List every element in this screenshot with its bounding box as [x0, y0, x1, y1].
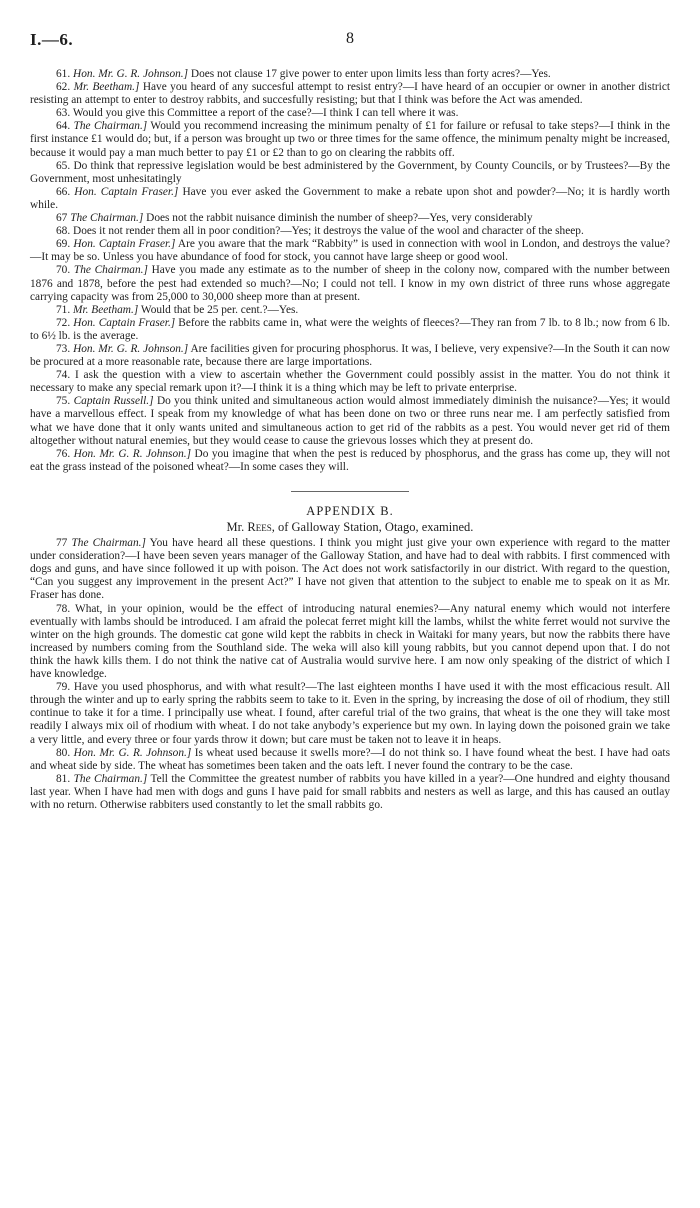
question-number: 69. [56, 238, 71, 251]
question-text: You have heard all these questions. I think you might just give your own experience with regard to the matter under consideration?—I have been seven years manager of the Galloway Station, and have had to deal with rabbits. I first commenced with dogs and guns, and have since followed it up with poison. The Act does not work satisfactorily in our district. With regard to the question, “Can you suggest any improvement in the present Act?” I have not given that attention to the subject to enable me to speak on it as Mr. Fraser has done. [30, 537, 670, 602]
question-paragraph [30, 107, 670, 120]
witness-name: Rees [247, 520, 272, 534]
question-text: Does not clause 17 give power to enter upon limits less than forty acres?—Yes. [190, 68, 551, 80]
question-number: 72. [56, 316, 71, 329]
appendix-witness-line [30, 521, 670, 534]
question-text: Tell the Committee the greatest number of rabbits you have killed in a year?—One hundred and eighty thousand last year. When I have had men with dogs and guns I have paid for small rabbits and nesters as well as large, and this has caused an outlay with no return. Otherwise rabbiters used constantly to let the small rabbits go. [30, 772, 670, 811]
witness-description: , of Galloway Station, Otago, examined. [271, 520, 474, 534]
question-text: Do you imagine that when the pest is reduced by phosphorus, and the grass has come up, they will not eat the grass instead of the poisoned wheat?—In some cases they will. [30, 447, 671, 473]
question-number: 63. [56, 107, 71, 120]
speaker-name: Hon. Captain Fraser.] [74, 185, 179, 198]
question-number: 81. [56, 772, 71, 785]
speaker-name: Hon. Captain Fraser.] [73, 238, 176, 251]
question-text: Do you think united and simultaneous action would almost immediately diminish the nuisance?—Yes; it would have a marvellous effect. I speak from my knowledge of what has been done on two or three runs near me. I am perfectly satisfied from what we have done that it only wants united and simultaneous action to get rid of the rabbits as a pest. You would never get rid of them altogether without natural enemies, but they would cease to cause the grievous losses which they at present do. [30, 395, 671, 447]
question-text: What, in your opinion, would be the effect of introducing natural enemies?—Any natural enemy which would not interfere eventually with lambs should be introduced. I am afraid the polecat ferret might kill the lambs, whilst the white ferret would not survive the winter on the high grounds. The domestic cat gone wild kept the rabbits in check in Waitaki for many years, but now the rabbits there have increased by numbers coming from the Southland side. The weka will also kill young rabbits, but you cannot depend upon that. I do not think the hawk kills them. I do not think the native cat of Australia would survive here. I am now only speaking of the district of which I have knowledge. [30, 602, 670, 681]
page-number: 8 [346, 30, 354, 47]
question-paragraph [30, 343, 670, 369]
appendix-evidence-section [30, 537, 670, 812]
question-paragraph [30, 537, 670, 602]
question-number: 68. [56, 225, 71, 238]
speaker-name: The Chairman.] [70, 212, 144, 225]
question-number: 73. [56, 342, 71, 355]
question-paragraph [30, 304, 670, 317]
speaker-name: Mr. Beetham.] [73, 81, 140, 94]
question-text: Have you ever asked the Government to make a rebate upon shot and powder?—No; it is hardly worth while. [30, 185, 670, 211]
question-paragraph [30, 81, 670, 107]
question-paragraph [30, 225, 670, 238]
question-text: Do think that repressive legislation would be best administered by the Government, by County Councils, or by Trustees?—By the Government, most unhesitatingly [30, 159, 670, 185]
question-number: 65. [56, 159, 71, 172]
speaker-name: Hon. Mr. G. R. Johnson.] [73, 447, 192, 460]
question-paragraph [30, 448, 670, 474]
question-number: 75. [56, 395, 71, 408]
question-number: 74. [56, 369, 71, 382]
speaker-name: Hon. Mr. G. R. Johnson.] [73, 746, 192, 759]
speaker-name: Hon. Captain Fraser.] [73, 316, 176, 329]
document-body [30, 68, 670, 812]
speaker-name: The Chairman.] [73, 264, 148, 277]
question-paragraph [30, 68, 670, 81]
question-number: 66. [56, 185, 71, 198]
question-text: Would that be 25 per. cent.?—Yes. [140, 303, 299, 316]
question-text: Would you recommend increasing the minimum penalty of £1 for failure or refusal to take steps?—I think in the first instance £1 would do; but, if a person was brought up two or three times for the same offence, the minimum penalty might be increased, because it would pay a man much better to pay £1 or £2 than to go on clearing the rabbits off. [30, 120, 670, 159]
question-number: 76. [56, 447, 71, 460]
question-paragraph [30, 212, 670, 225]
evidence-section [30, 68, 670, 474]
question-text: Would you give this Committee a report of the case?—I think I can tell where it was. [72, 107, 459, 120]
question-number: 62. [56, 81, 71, 94]
question-paragraph [30, 395, 670, 447]
question-paragraph [30, 264, 670, 303]
question-text: Have you heard of any succesful attempt to resist entry?—I have heard of an occupier or owner in another district resisting an attempt to enter to destroy rabbits, and succesfully resisting; but that I think was before the Act was amended. [30, 81, 671, 107]
question-paragraph [30, 160, 670, 186]
question-number: 71. [56, 303, 71, 316]
question-number: 61. [56, 68, 71, 80]
question-text: Is wheat used because it swells more?—I do not think so. I have found wheat the best. I have had oats and wheat side by side. The wheat has sometimes been taken and the oats left. I never found the contrary to be the case. [30, 746, 670, 772]
question-paragraph [30, 186, 670, 212]
speaker-name: Hon. Mr. G. R. Johnson.] [73, 68, 189, 80]
question-paragraph [30, 747, 670, 773]
question-number: 70. [56, 264, 71, 277]
witness-prefix: Mr. [226, 520, 245, 534]
appendix-title: APPENDIX B. [306, 503, 394, 518]
speaker-name: Captain Russell.] [73, 395, 154, 408]
question-paragraph [30, 773, 670, 812]
question-number: 79. [56, 681, 71, 694]
section-divider [291, 491, 409, 492]
question-paragraph [30, 681, 670, 746]
question-number: 77 [56, 537, 68, 550]
speaker-name: Hon. Mr. G. R. Johnson.] [73, 342, 189, 355]
document-reference: I.—6. [30, 30, 74, 49]
question-number: 78. [56, 602, 71, 615]
question-paragraph [30, 238, 670, 264]
question-text: Before the rabbits came in, what were the weights of fleeces?—They ran from 7 lb. to 8 lb.; now from 6 lb. to 6½ lb. is the average. [30, 316, 670, 342]
question-paragraph [30, 369, 670, 395]
speaker-name: The Chairman.] [73, 120, 148, 133]
speaker-name: The Chairman.] [73, 772, 148, 785]
question-text: Have you used phosphorus, and with what result?—The last eighteen months I have used it with the most efficacious result. All through the winter and up to early spring the rabbits seem to take to it. Even in the spring, by increasing the dose of oil of rhodium, they still continue to take it for a time. I principally use wheat. I found, after careful trial of the two grains, that wheat is the one they will take most readily I always mix oil of rhodium with wheat. I do not take anybody’s experience but my own. In laying down the poisoned grain we take a very little, and every three or four yards throw it down; but care must be taken not to leave it in heaps. [30, 681, 670, 746]
speaker-name: The Chairman.] [71, 537, 146, 550]
question-text: I ask the question with a view to ascertain whether the Government could possibly assist in the matter. You do not think it necessary to make any special remark upon it?—I think it is a thing which may be left to private enterprise. [30, 369, 670, 395]
question-paragraph [30, 603, 670, 682]
question-paragraph [30, 317, 670, 343]
question-text: Are facilities given for procuring phosphorus. It was, I believe, very expensive?—In the South it can now be procured at a more reasonable rate, because there are large importations. [30, 342, 671, 369]
question-number: 67 [56, 212, 68, 225]
question-number: 64. [56, 120, 71, 133]
question-text: Does not the rabbit nuisance diminish the number of sheep?—Yes, very considerably [146, 212, 533, 225]
question-paragraph [30, 120, 670, 159]
question-number: 80. [56, 746, 71, 759]
speaker-name: Mr. Beetham.] [73, 303, 139, 316]
question-text: Have you made any estimate as to the number of sheep in the colony now, compared with the number between 1876 and 1878, before the pest had extended so much?—No; I could not tell. I know in my own district of three runs whose aggregate carrying capacity was from 25,000 to 30,000 sheep more than at present. [30, 264, 670, 303]
question-text: Are you aware that the mark “Rabbity” is used in connection with wool in London, and destroys the value?—It may be so. Unless you have abundance of food for stock, you cannot have large sheep or good wool. [30, 238, 670, 264]
page-header [30, 30, 670, 50]
question-text: Does it not render them all in poor condition?—Yes; it destroys the value of the wool and character of the sheep. [73, 225, 584, 238]
